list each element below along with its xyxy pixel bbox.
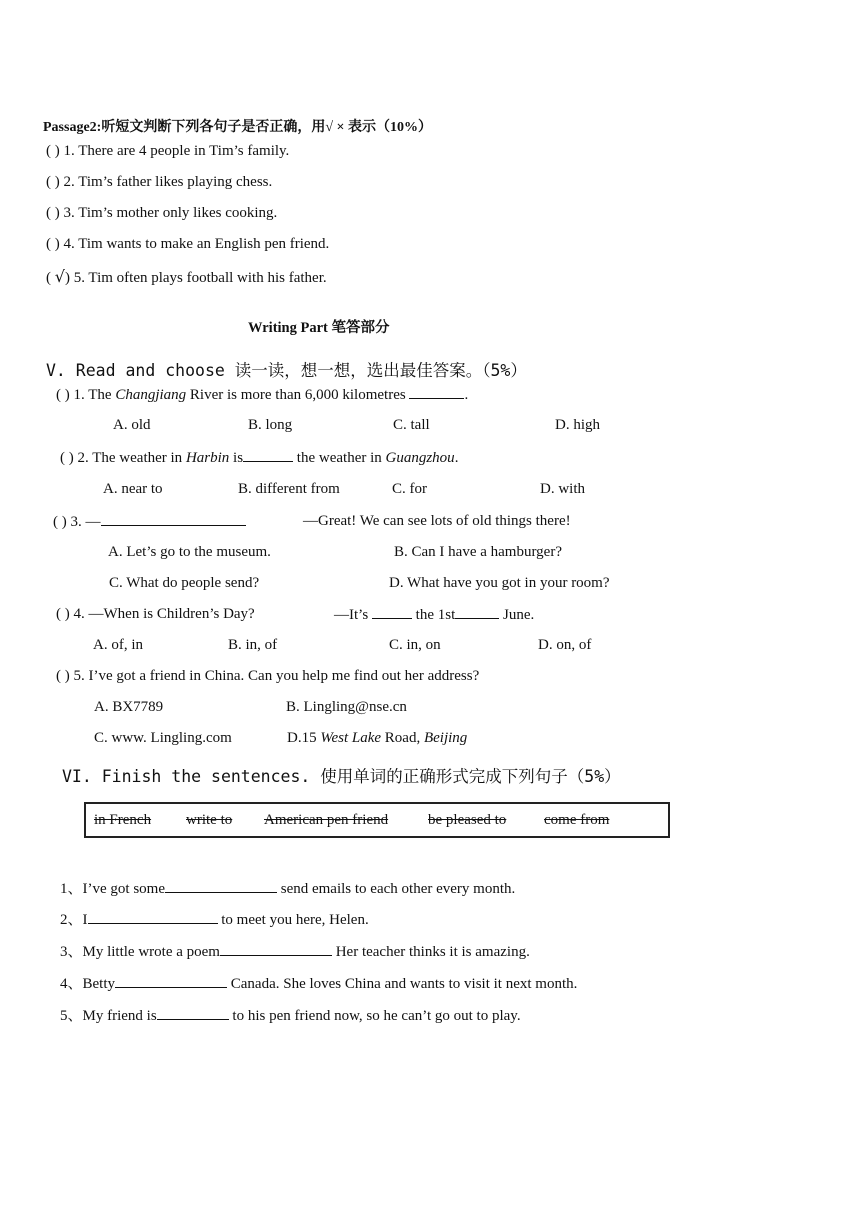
option-c: C. What do people send? (109, 575, 260, 591)
option-d: D. What have you got in your room? (389, 575, 610, 591)
option-b: B. Can I have a hamburger? (394, 544, 562, 560)
question-text-italic: Guangzhou (385, 450, 455, 466)
answer-paren-close: ) (64, 270, 70, 286)
section5-title: V. Read and choose 读一读，想一想，选出最佳答案。（5%） (46, 361, 527, 380)
word-bank-item: come from (544, 812, 610, 828)
answer-blank[interactable] (243, 449, 293, 462)
option-c: C. www. Lingling.com (94, 730, 232, 746)
question-text: the weather in (293, 450, 386, 466)
option-c: C. in, on (389, 637, 441, 653)
option-b: B. long (248, 417, 293, 433)
sentence-text: 4、Betty (60, 976, 115, 992)
option-b: B. in, of (228, 637, 278, 653)
answer-paren[interactable]: ( ) (56, 387, 70, 403)
section6-title: VI. Finish the sentences. 使用单词的正确形式完成下列句子（5%） (62, 767, 621, 786)
question-text: 4. —When is Children’s Day? (73, 606, 255, 622)
sentence-1 (60, 877, 515, 898)
word-bank-item: be pleased to (428, 812, 507, 828)
word-bank-item: write to (186, 812, 233, 828)
answer-paren[interactable]: ( ) (56, 668, 70, 684)
sentence-5 (60, 1004, 521, 1025)
passage2-item (46, 174, 272, 191)
passage2-item (46, 205, 277, 222)
answer-blank[interactable] (220, 943, 332, 956)
question-4 (56, 606, 255, 623)
item-text: 1. There are 4 people in Tim’s family. (63, 143, 290, 159)
sentence-4 (60, 972, 577, 993)
option-d: D. with (540, 481, 585, 497)
answer-paren[interactable]: ( ) (46, 205, 60, 221)
option-text: Road, (381, 730, 424, 746)
question-text: the 1st (411, 607, 456, 623)
answer-blank[interactable] (372, 606, 412, 619)
question-text-italic: Harbin (185, 450, 230, 466)
question-5 (56, 668, 479, 685)
question-text: —It’s (334, 607, 372, 623)
question-text: 2. The weather in (77, 450, 186, 466)
passage2-item (46, 143, 289, 160)
passage2-title: Passage2:听短文判断下列各句子是否正确，用√ × 表示（10%） (43, 120, 432, 135)
question-text: 1. The (73, 387, 116, 403)
answer-paren[interactable]: ( ) (46, 143, 60, 159)
item-text: 4. Tim wants to make an English pen friend. (63, 236, 330, 252)
question-4-reply (334, 606, 534, 624)
question-3-answer: —Great! We can see lots of old things there! (303, 513, 571, 529)
option-a: A. BX7789 (94, 699, 164, 715)
answer-blank[interactable] (409, 386, 464, 399)
option-b: B. Lingling@nse.cn (286, 699, 407, 715)
option-a: A. old (113, 417, 151, 433)
item-text: 5. Tim often plays football with his father. (73, 270, 327, 286)
question-text: is (229, 450, 244, 466)
sentence-text: send emails to each other every month. (276, 881, 516, 897)
option-c: C. for (392, 481, 427, 497)
answer-paren[interactable]: ( ) (56, 606, 70, 622)
option-a: A. near to (103, 481, 163, 497)
answer-paren[interactable]: ( ) (53, 514, 67, 530)
option-d: D. on, of (538, 637, 592, 653)
checkmark-icon: √ (54, 267, 65, 286)
sentence-2 (60, 908, 369, 929)
question-text: 3. — (70, 514, 101, 530)
sentence-text: 2、I (60, 912, 88, 928)
answer-blank[interactable] (165, 880, 277, 893)
option-d (287, 730, 467, 747)
sentence-text: 5、My friend is (60, 1008, 157, 1024)
sentence-text: to his pen friend now, so he can’t go out to play. (228, 1008, 521, 1024)
question-text-italic: Changjiang (115, 387, 187, 403)
passage2-item (46, 267, 327, 287)
answer-paren[interactable]: ( ) (60, 450, 74, 466)
option-b: B. different from (238, 481, 340, 497)
answer-paren[interactable]: ( ) (46, 174, 60, 190)
question-text: 5. I’ve got a friend in China. Can you help me find out her address? (73, 668, 480, 684)
passage2-item (46, 236, 329, 253)
answer-blank[interactable] (101, 513, 246, 526)
sentence-3 (60, 940, 530, 961)
question-3 (53, 513, 246, 531)
answer-blank[interactable] (115, 975, 227, 988)
answer-blank[interactable] (157, 1007, 229, 1020)
sentence-text: 1、I’ve got some (60, 881, 165, 897)
option-a: A. of, in (93, 637, 143, 653)
word-bank-box (84, 802, 670, 838)
word-bank-item: in French (94, 812, 152, 828)
answer-blank[interactable] (88, 911, 218, 924)
option-text: D.15 (287, 730, 321, 746)
answer-paren-open[interactable]: ( (46, 270, 55, 286)
sentence-text: 3、My little wrote a poem (60, 944, 220, 960)
writing-part-heading: Writing Part 笔答部分 (248, 320, 390, 336)
option-d: D. high (555, 417, 600, 433)
item-text: 2. Tim’s father likes playing chess. (63, 174, 273, 190)
question-text: River is more than 6,000 kilometres (186, 387, 410, 403)
option-text-italic: Beijing (423, 730, 468, 746)
question-2 (60, 449, 458, 467)
sentence-text: to meet you here, Helen. (217, 912, 369, 928)
question-text: June. (499, 607, 535, 623)
option-c: C. tall (393, 417, 430, 433)
question-1 (56, 386, 468, 404)
option-a: A. Let’s go to the museum. (108, 544, 271, 560)
question-text: . (464, 387, 469, 403)
word-bank-item: American pen friend (264, 812, 389, 828)
question-text: . (454, 450, 459, 466)
sentence-text: Her teacher thinks it is amazing. (331, 944, 530, 960)
answer-paren[interactable]: ( ) (46, 236, 60, 252)
item-text: 3. Tim’s mother only likes cooking. (63, 205, 278, 221)
sentence-text: Canada. She loves China and wants to visit it next month. (227, 976, 578, 992)
option-text-italic: West Lake (320, 730, 382, 746)
answer-blank[interactable] (455, 606, 499, 619)
